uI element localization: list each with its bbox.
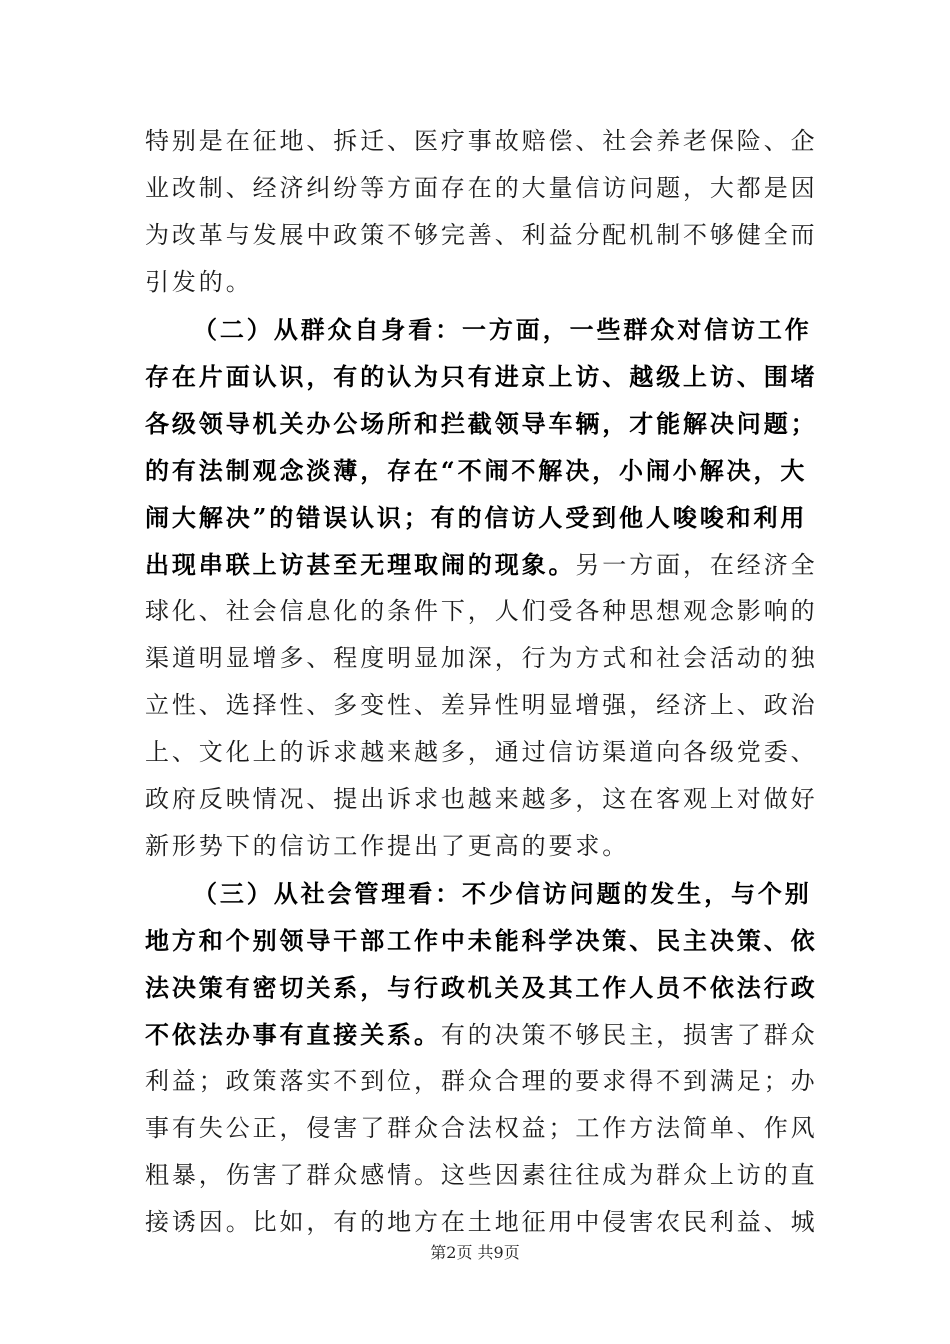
document-body (145, 118, 818, 1246)
text-line (145, 682, 818, 729)
text-segment: 引发的。 (145, 268, 253, 296)
text-segment: 有的决策不够民主，损害了群众 (440, 1021, 818, 1049)
text-line (145, 964, 818, 1011)
text-line (145, 1105, 818, 1152)
text-segment: 为改革与发展中政策不够完善、利益分配机制不够健全而 (145, 221, 818, 249)
bold-text-segment: 法决策有密切关系，与行政机关及其工作人员不依法行政 (145, 973, 818, 1002)
bold-text-segment: 的有法制观念淡薄，存在“不闹不解决，小闹小解决，大 (145, 456, 808, 485)
bold-text-segment: 地方和个别领导干部工作中未能科学决策、民主决策、依 (145, 926, 818, 955)
text-segment: 业改制、经济纠纷等方面存在的大量信访问题，大都是因 (145, 174, 818, 202)
bold-text-segment: 不依法办事有直接关系。 (145, 1020, 441, 1049)
bold-text-segment: （三）从社会管理看：不少信访问题的发生，与个别 (193, 879, 812, 908)
text-line (145, 353, 818, 400)
text-line (145, 776, 818, 823)
paragraph-start-line (145, 870, 810, 917)
text-segment: 特别是在征地、拆迁、医疗事故赔偿、社会养老保险、企 (145, 127, 818, 155)
bold-text-segment: 存在片面认识，有的认为只有进京上访、越级上访、围堵 (145, 362, 818, 391)
page-footer: 第2页 共9页 (430, 1243, 520, 1262)
text-line (145, 541, 818, 588)
text-segment: 新形势下的信访工作提出了更高的要求。 (145, 832, 630, 860)
text-segment: 事有失公正，侵害了群众合法权益；工作方法简单、作风 (145, 1114, 818, 1142)
text-segment: 上、文化上的诉求越来越多，通过信访渠道向各级党委、 (145, 738, 818, 766)
bold-text-segment: （二）从群众自身看：一方面，一些群众对信访工作 (193, 315, 812, 344)
text-line (145, 118, 818, 165)
paragraph-start-line (145, 306, 810, 353)
text-line (145, 400, 818, 447)
bold-text-segment: 出现串联上访甚至无理取闹的现象。 (145, 550, 576, 579)
text-line (145, 494, 810, 541)
text-segment: 渠道明显增多、程度明显加深，行为方式和社会活动的独 (145, 644, 818, 672)
text-line (145, 917, 818, 964)
text-line (145, 212, 818, 259)
text-line (145, 635, 818, 682)
text-line (145, 823, 810, 870)
text-line (145, 1152, 818, 1199)
text-line (145, 1199, 818, 1246)
text-segment: 球化、社会信息化的条件下，人们受各种思想观念影响的 (145, 597, 818, 625)
text-line (145, 1058, 818, 1105)
text-line (145, 588, 818, 635)
text-line (145, 447, 810, 494)
text-segment: 粗暴，伤害了群众感情。这些因素往往成为群众上访的直 (145, 1161, 818, 1189)
text-segment: 政府反映情况、提出诉求也越来越多，这在客观上对做好 (145, 785, 818, 813)
text-line (145, 1011, 818, 1058)
bold-text-segment: 闹大解决”的错误认识；有的信访人受到他人唆唆和利用 (145, 503, 808, 532)
text-line (145, 165, 818, 212)
text-segment: 接诱因。比如，有的地方在土地征用中侵害农民利益、城 (145, 1208, 818, 1236)
text-line (145, 729, 818, 776)
text-line (145, 259, 810, 306)
text-segment: 另一方面，在经济全 (575, 551, 818, 579)
bold-text-segment: 各级领导机关办公场所和拦截领导车辆，才能解决问题； (145, 409, 818, 438)
text-segment: 立性、选择性、多变性、差异性明显增强，经济上、政治 (145, 691, 818, 719)
text-segment: 利益；政策落实不到位，群众合理的要求得不到满足；办 (145, 1067, 818, 1095)
